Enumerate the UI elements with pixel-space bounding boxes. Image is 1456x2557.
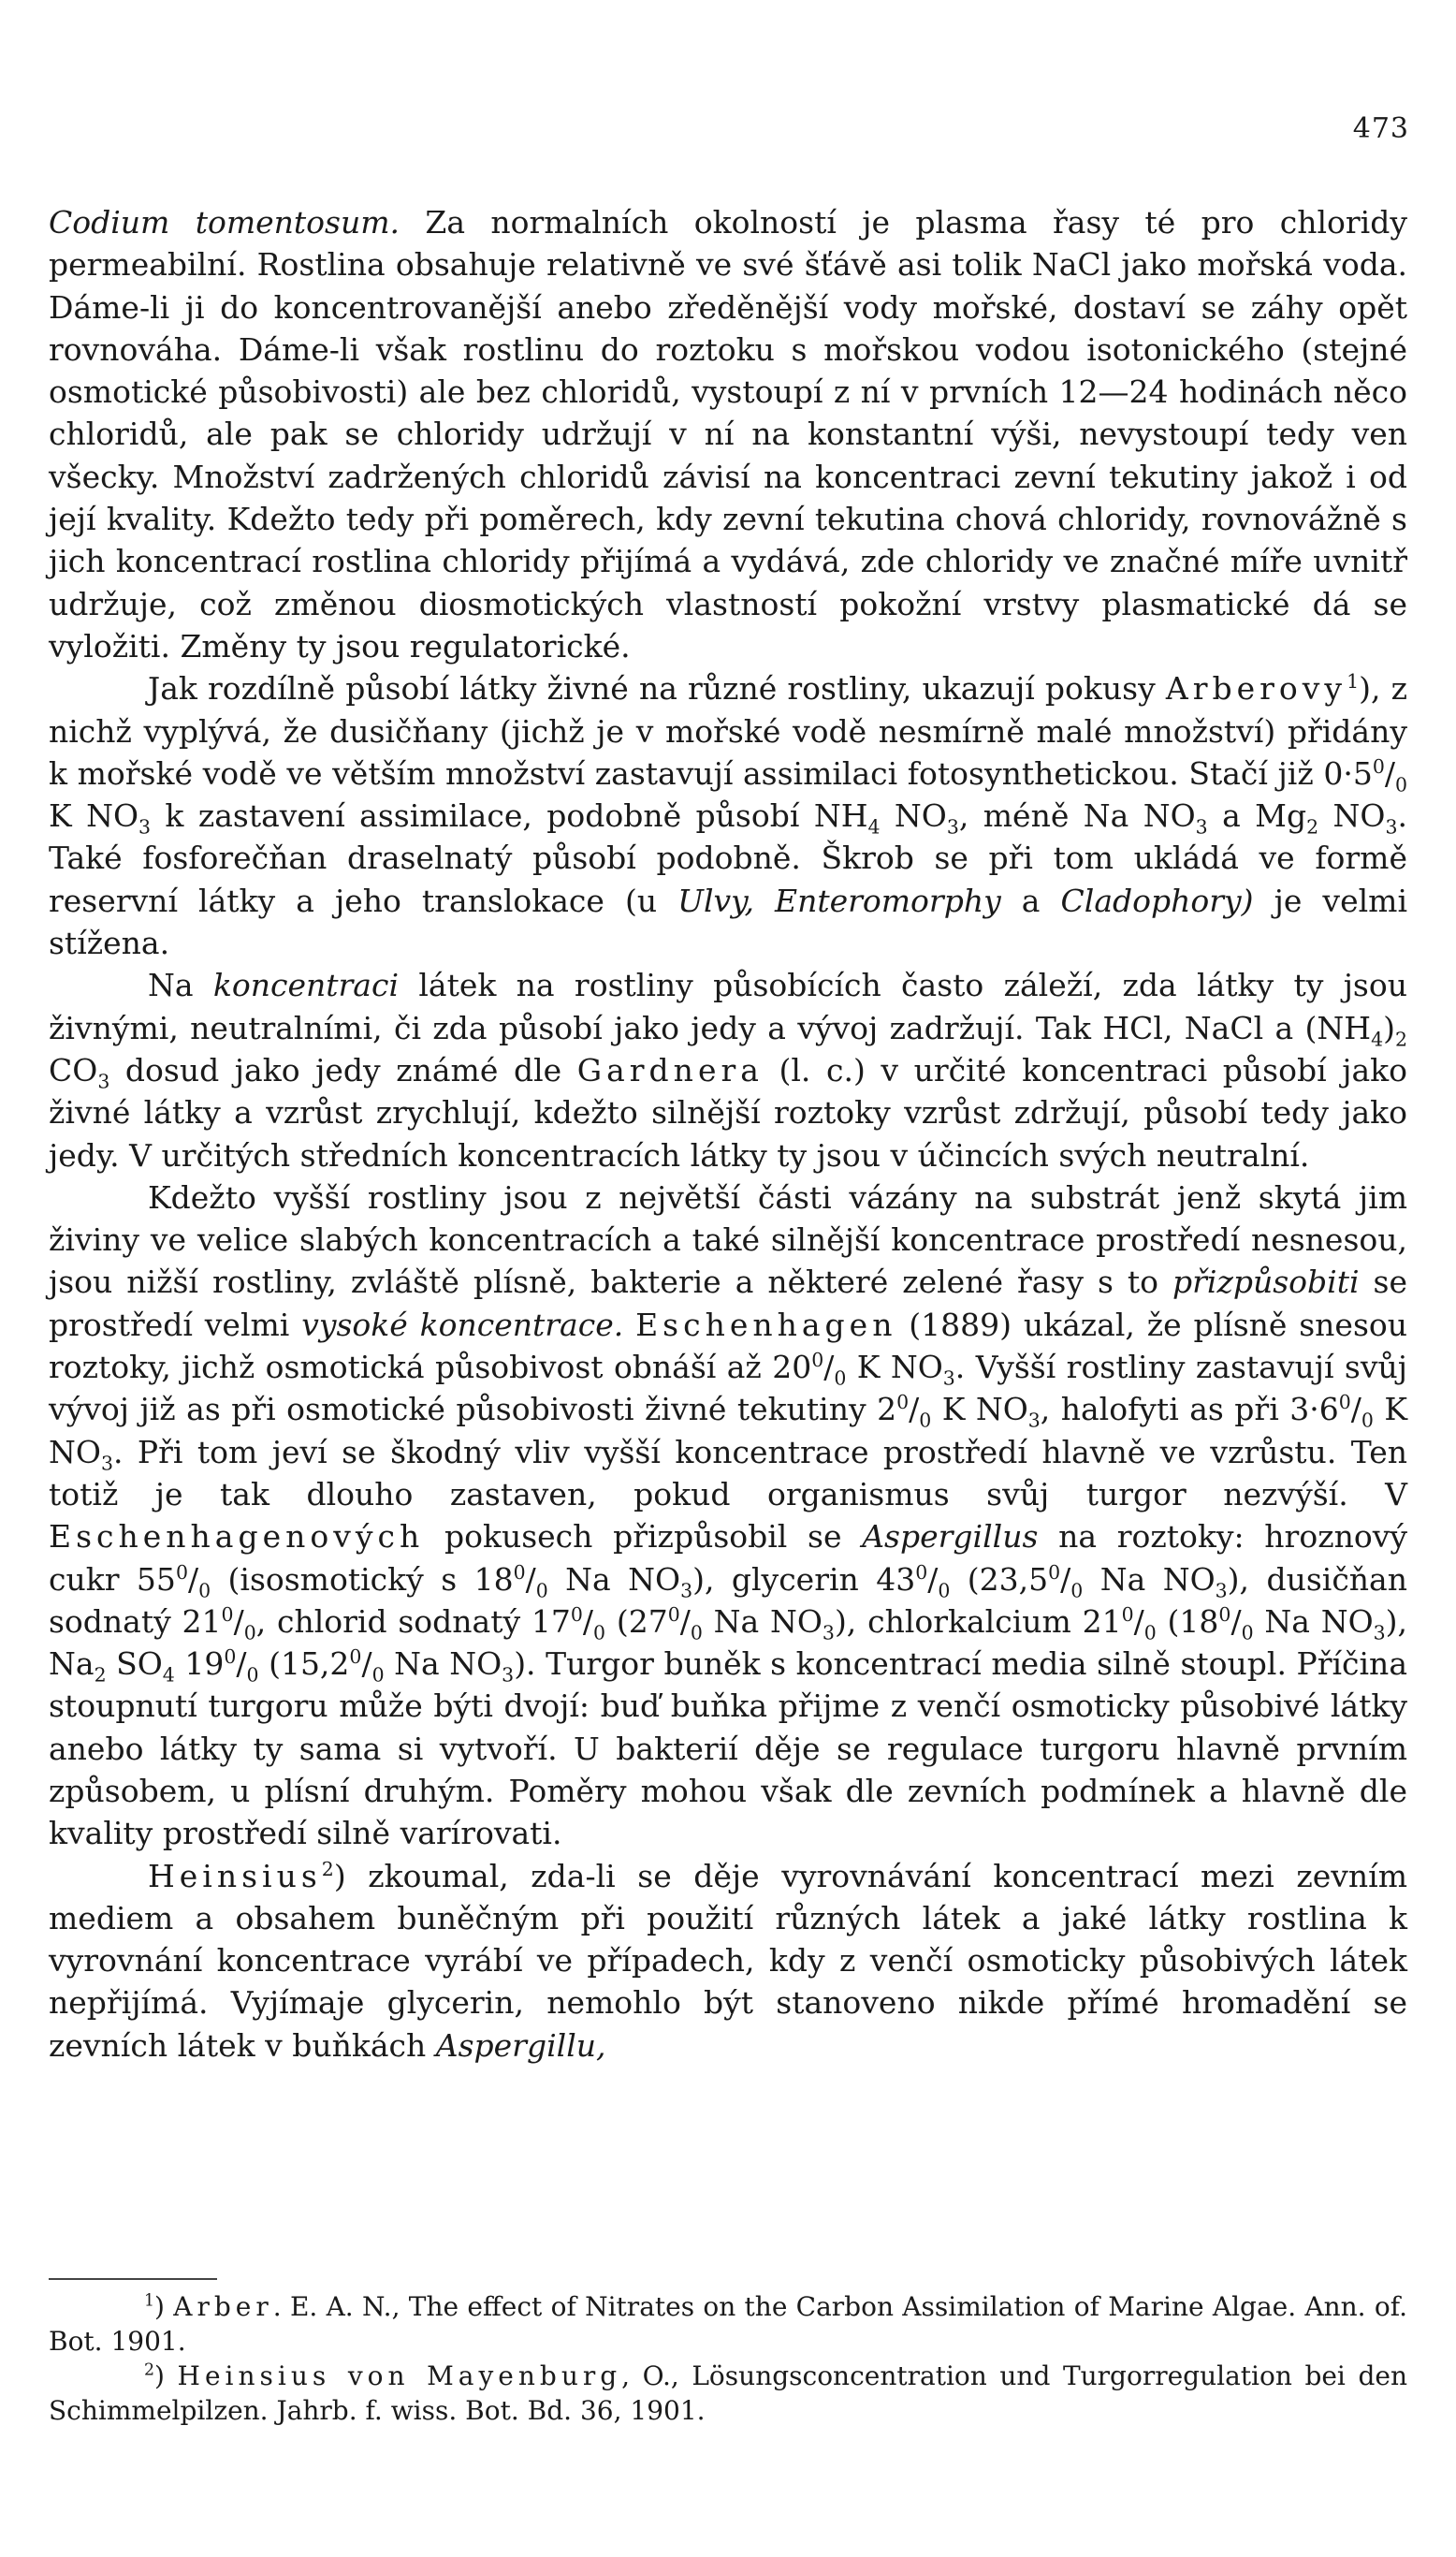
index-glyph: 3 <box>100 1452 113 1475</box>
index-glyph: 0 <box>1361 1409 1374 1432</box>
index-glyph: 0 <box>570 1602 583 1626</box>
text-run: přizpůsobiti <box>1172 1264 1360 1301</box>
index-glyph: 2 <box>94 1663 107 1687</box>
index-glyph: 2 <box>1306 815 1319 839</box>
index-glyph: 0 <box>1372 754 1385 778</box>
text-run: Heinsius <box>148 1857 322 1894</box>
text-run: . Vyšší rostliny zastavují svůj vývoj již as při osmotické působivosti živné tekutiny 2 <box>49 1349 1407 1428</box>
text-run: Ulvy, Enteromorphy <box>677 882 1001 919</box>
text-run: pokusech přizpůsobil se <box>424 1518 863 1556</box>
text-run: , halofyti as při 3·6 <box>1040 1391 1339 1428</box>
text-run: / <box>1384 754 1395 792</box>
text-run: / <box>823 1349 835 1386</box>
text-run: vysoké koncentrace. <box>301 1306 624 1343</box>
text-run: , méně Na NO <box>958 797 1196 835</box>
paragraph <box>49 201 1407 667</box>
index-glyph: 3 <box>822 1621 835 1644</box>
footnote <box>49 2359 1407 2428</box>
text-run: Eschenhagenových <box>49 1518 425 1556</box>
paragraph <box>49 1176 1407 1855</box>
text-run: a Mg <box>1207 797 1307 835</box>
text-run: / <box>582 1602 594 1640</box>
text-run: Na NO <box>547 1560 681 1598</box>
text-run: dosud jako jedy známé dle <box>109 1051 577 1089</box>
text-run: / <box>233 1602 244 1640</box>
index-glyph: 3 <box>1385 815 1398 839</box>
index-glyph: 3 <box>1027 1409 1041 1432</box>
text-run: Kdežto vyšší rostliny jsou z největší části vázány na substrát jenž skytá jim živiny ve velice slabých koncentracích a také silnější koncentrace prostředí nesnesou, jsou nižší rostliny, zvláště plísně, bakterie a některé zelené řasy s to <box>49 1178 1407 1301</box>
text-run: CO <box>49 1051 98 1089</box>
text-run: 19 <box>174 1645 225 1683</box>
text-run: Heinsius von Mayenburg <box>177 2360 622 2391</box>
footnote <box>49 2289 1407 2359</box>
paragraph <box>49 964 1407 1176</box>
text-run: / <box>679 1602 691 1640</box>
index-glyph: 2 <box>1394 1028 1407 1051</box>
index-glyph: 0 <box>246 1663 259 1687</box>
index-glyph: 4 <box>1371 1028 1384 1051</box>
text-run: Arberovy <box>1165 670 1347 708</box>
index-glyph: 1 <box>1347 670 1360 694</box>
page-number: 473 <box>1352 112 1409 145</box>
text-run: SO <box>106 1645 163 1683</box>
text-run: ), z nichž vyplývá, že dusičňany (jichž je v mořské vodě nesmírně malé množství) přidány k mořské vodě ve větším množství zastavují assimilaci fotosynthetickou. Stačí již 0·5 <box>49 670 1407 792</box>
index-glyph: 0 <box>1338 1391 1351 1414</box>
text-run: K NO <box>49 1391 1408 1470</box>
text-run: K NO <box>846 1349 943 1386</box>
text-run: Cladophory) <box>1060 882 1254 919</box>
index-glyph: 4 <box>867 815 881 839</box>
text-run: / <box>927 1560 939 1598</box>
paragraph <box>49 1855 1407 2067</box>
text-run: NO <box>880 797 947 835</box>
index-glyph: 4 <box>162 1663 175 1687</box>
text-run: , O., Lösungsconcentration und Turgorregulation bei den Schimmelpilzen. Jahrb. f. wiss. Bot. Bd. 36, 1901. <box>49 2360 1407 2426</box>
index-glyph: 0 <box>896 1391 910 1414</box>
text-run: (isosmotický s 18 <box>211 1560 514 1598</box>
index-glyph: 0 <box>919 1409 932 1432</box>
text-run: Aspergillu, <box>435 2026 606 2064</box>
index-glyph: 3 <box>1195 815 1208 839</box>
text-run: / <box>1230 1602 1242 1640</box>
text-run: / <box>525 1560 536 1598</box>
text-run: (23,5 <box>950 1560 1049 1598</box>
index-glyph: 0 <box>175 1560 188 1584</box>
text-run: ), glycerin 43 <box>692 1560 916 1598</box>
text-run: . Při tom jeví se škodný vliv vyšší koncentrace prostředí hlavně ve vzrůstu. Ten totiž je tak dlouho zastaven, pokud organismus svůj turgor nezvýší. V <box>49 1433 1407 1512</box>
text-run: ), Na <box>49 1602 1408 1683</box>
index-glyph: 0 <box>1394 773 1407 796</box>
index-glyph: 0 <box>221 1602 234 1626</box>
text-run: , chlorid sodnatý 17 <box>255 1602 571 1640</box>
index-glyph: 0 <box>371 1663 385 1687</box>
footnote-rule <box>49 2278 217 2280</box>
body-text <box>49 201 1407 2067</box>
text-run: ) zkoumal, zda-li se děje vyrovnávání koncentrací mezi zevním mediem a obsahem buněčným při použití různých látek a jaké látky rostlina k vyrovnání koncentrace vyrábí ve případech, kdy z venčí osmoticky působivých látek nepřijímá. Vyjímaje glycerin, nemohlo být stanoveno nikde přímé hromadění se zevních látek v buňkách <box>49 1857 1407 2064</box>
index-glyph: 0 <box>593 1621 606 1644</box>
index-glyph: 0 <box>535 1579 548 1602</box>
index-glyph: 0 <box>1048 1560 1061 1584</box>
text-run: Na NO <box>702 1602 823 1640</box>
text-run: k zastavení assimilace, podobně působí NH <box>151 797 868 835</box>
text-run: K NO <box>931 1391 1028 1428</box>
index-glyph: 0 <box>811 1349 824 1372</box>
text-run: Eschenhagen <box>635 1306 897 1343</box>
text-run: Jak rozdílně působí látky živné na různé rostliny, ukazují pokusy <box>148 670 1166 708</box>
text-run: Aspergillus <box>862 1518 1039 1556</box>
index-glyph: 0 <box>243 1621 256 1644</box>
text-run: Arber <box>173 2291 273 2322</box>
text-run: NO <box>1318 797 1386 835</box>
text-run: / <box>1350 1391 1361 1428</box>
index-glyph: 3 <box>502 1663 515 1687</box>
text-run: ), chlorkalcium 21 <box>834 1602 1122 1640</box>
text-run: / <box>361 1645 372 1683</box>
index-glyph: 0 <box>1121 1602 1134 1626</box>
text-run: ) <box>154 2360 178 2391</box>
text-run: a <box>1000 882 1061 919</box>
text-run: Na <box>148 967 213 1004</box>
index-glyph: 0 <box>938 1579 951 1602</box>
text-run: Codium tomentosum. <box>49 204 400 241</box>
index-glyph: 0 <box>834 1366 847 1390</box>
index-glyph: 0 <box>1070 1579 1084 1602</box>
text-run: / <box>236 1645 247 1683</box>
index-glyph: 2 <box>144 2360 155 2380</box>
footnotes <box>49 2289 1407 2428</box>
text-run: / <box>187 1560 199 1598</box>
text-run: / <box>909 1391 920 1428</box>
text-run: K NO <box>49 797 138 835</box>
index-glyph: 0 <box>513 1560 526 1584</box>
text-run: koncentraci <box>212 967 400 1004</box>
text-run: (1889) ukázal, že plísně snesou roztoky, jichž osmotická působivost obnáší až 20 <box>49 1306 1408 1386</box>
index-glyph: 3 <box>946 815 959 839</box>
text-run: Na NO <box>1083 1560 1216 1598</box>
index-glyph: 0 <box>198 1579 211 1602</box>
text-run: (l. c.) v určité koncentraci působí jako živné látky a vzrůst zrychlují, kdežto silnější roztoky vzrůst zdržují, působí tedy jako jedy. V určitých středních koncentracích látky ty jsou v účincích svých neutralní. <box>49 1051 1407 1174</box>
text-run: ) <box>154 2291 174 2322</box>
text-run: látek na rostliny působících často záleží, zda látky ty jsou živnými, neutralními, či zda působí jako jedy a vývoj zadržují. Tak HCl, NaCl a (NH <box>49 967 1407 1046</box>
index-glyph: 0 <box>349 1645 362 1669</box>
index-glyph: 3 <box>942 1366 955 1390</box>
text-run: / <box>1133 1602 1144 1640</box>
index-glyph: 0 <box>1218 1602 1231 1626</box>
index-glyph: 3 <box>1373 1621 1386 1644</box>
text-run: . Také fosforečňan draselnatý působí podobně. Škrob se při tom ukládá ve formě reservní látky a jeho translokace (u <box>49 797 1407 919</box>
text-run: Gardnera <box>576 1051 764 1089</box>
text-run: . E. A. N., The effect of Nitrates on the Carbon Assimilation of Marine Algae. Ann. of. Bot. 1901. <box>49 2291 1407 2357</box>
text-run: / <box>1060 1560 1071 1598</box>
text-run: (27 <box>605 1602 668 1640</box>
text-run: na roztoky: hroznový cukr 55 <box>49 1518 1407 1598</box>
index-glyph: 0 <box>667 1602 680 1626</box>
text-run: Za normalních okolností je plasma řasy té pro chloridy permeabilní. Rostlina obsahuje relativně ve své šťávě asi tolik NaCl jako mořská voda. Dáme-li ji do koncentrovanější anebo zředěnější vody mořské, dostaví se záhy opět rovnováha. Dáme-li však rostlinu do roztoku s mořskou vodou isotonického (stejné osmotické působivosti) ale bez chloridů, vystoupí z ní v prvních 12—24 hodinách něco chloridů, ale pak se chloridy udržují v ní na konstantní výši, nevystoupí tedy ven všecky. Množství zadržených chloridů závisí na koncentraci zevní tekutiny jakož i od její kvality. Kdežto tedy při poměrech, kdy zevní tekutina chová chloridy, rovnovážně s jich koncentrací rostlina chloridy přijímá a vydává, zde chloridy ve značné míře uvnitř udržuje, což změnou diosmotických vlastností pokožní vrstvy plasmatické dá se vyložiti. Změny ty jsou regulatorické. <box>49 204 1408 665</box>
text-run: ), dusičňan sodnatý 21 <box>49 1560 1407 1640</box>
index-glyph: 3 <box>680 1579 693 1602</box>
text-run: se prostředí velmi <box>49 1264 1407 1343</box>
paragraph <box>49 667 1407 964</box>
text-run: ). Turgor buněk s koncentrací media silně stoupl. Příčina stoupnutí turgoru může býti dvojí: buď buňka přijme z venčí osmoticky působivé látky anebo látky ty sama si vytvoří. U bakterií děje se regulace turgoru hlavně prvním způsobem, u plísní druhým. Poměry mohou však dle zevních podmínek a hlavně dle kvality prostředí silně varírovati. <box>49 1645 1407 1852</box>
index-glyph: 0 <box>224 1645 237 1669</box>
text-run: ) <box>1383 1009 1395 1046</box>
text-run <box>623 1307 635 1343</box>
index-glyph: 0 <box>915 1560 928 1584</box>
text-run: Na NO <box>384 1645 502 1683</box>
index-glyph: 0 <box>1241 1621 1254 1644</box>
index-glyph: 3 <box>138 815 152 839</box>
text-run: (18 <box>1156 1602 1219 1640</box>
index-glyph: 1 <box>144 2291 155 2311</box>
index-glyph: 0 <box>690 1621 703 1644</box>
text-run: je velmi stížena. <box>49 882 1407 962</box>
text-run: (15,2 <box>258 1645 350 1683</box>
index-glyph: 0 <box>1143 1621 1157 1644</box>
text-run: Na NO <box>1253 1602 1374 1640</box>
index-glyph: 3 <box>1215 1579 1228 1602</box>
index-glyph: 3 <box>97 1070 110 1093</box>
index-glyph: 2 <box>321 1857 334 1880</box>
